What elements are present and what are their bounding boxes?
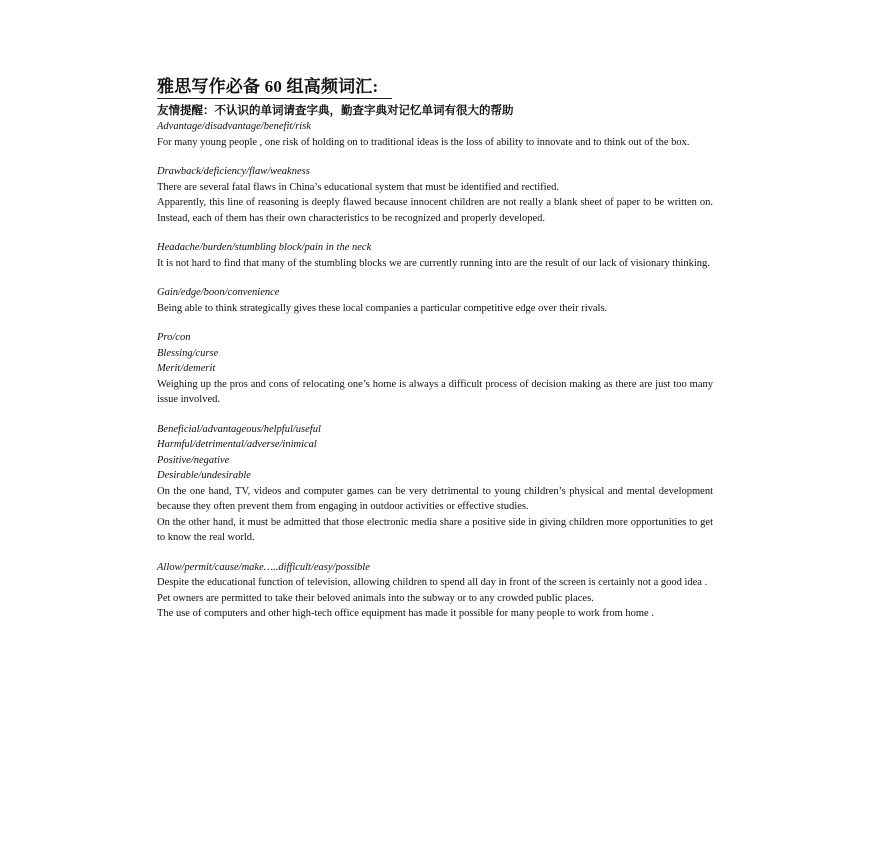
reminder-note: 友情提醒：不认识的单词请查字典，勤查字典对记忆单词有很大的帮助 <box>157 105 514 117</box>
vocab-group: Gain/edge/boon/convenience <box>157 287 280 298</box>
document-title: 雅思写作必备 60 组高频词汇: <box>157 76 392 99</box>
example-sentence: Pet owners are permitted to take their beloved animals into the subway or to any crowded public places. <box>157 592 594 604</box>
example-sentence: It is not hard to find that many of the stumbling blocks we are currently running into are the result of our lack of visionary thinking. <box>157 257 710 269</box>
vocab-section <box>157 240 713 271</box>
example-sentence: On the other hand, it must be admitted that those electronic media share a positive side in giving children more opportunities to get to know the real world. <box>157 516 713 543</box>
example-sentence: For many young people , one risk of holding on to traditional ideas is the loss of ability to innovate and to think out of the box. <box>157 136 690 148</box>
vocab-section <box>157 285 713 316</box>
vocab-section <box>157 164 713 226</box>
vocab-group: Positive/negative <box>157 454 230 466</box>
vocab-group: Pro/con <box>157 332 191 343</box>
vocab-group: Allow/permit/cause/make…..difficult/easy/possible <box>157 561 370 573</box>
document-page <box>157 76 713 622</box>
example-sentence: There are several fatal flaws in China’s educational system that must be identified and rectified. <box>157 181 560 193</box>
vocab-section <box>157 330 713 408</box>
vocab-group: Beneficial/advantageous/helpful/useful <box>157 423 321 435</box>
vocab-section <box>157 422 713 546</box>
example-sentence: The use of computers and other high-tech office equipment has made it possible for many people to work from home . <box>157 608 654 619</box>
vocab-group: Merit/demerit <box>157 363 216 374</box>
vocab-group: Blessing/curse <box>157 347 219 359</box>
vocab-group: Drawback/deficiency/flaw/weakness <box>157 166 310 177</box>
vocab-section <box>157 560 713 622</box>
vocab-group: Headache/burden/stumbling block/pain in the neck <box>157 242 372 253</box>
example-sentence: Weighing up the pros and cons of relocating one’s home is always a difficult process of decision making as there are just too many issue involved. <box>157 378 713 405</box>
example-sentence: Being able to think strategically gives these local companies a particular competitive edge over their rivals. <box>157 302 608 314</box>
vocab-group: Harmful/detrimental/adverse/inimical <box>157 439 317 450</box>
example-sentence: Despite the educational function of television, allowing children to spend all day in front of the screen is certainly not a good idea . <box>157 577 708 588</box>
example-sentence: On the one hand, TV, videos and computer games can be very detrimental to young children’s physical and mental development because they often prevent them from engaging in outdoor activities or effective studies. <box>157 485 713 512</box>
vocab-section <box>157 119 713 150</box>
vocab-group: Desirable/undesirable <box>157 470 251 481</box>
example-sentence: Apparently, this line of reasoning is deeply flawed because innocent children are not really a blank sheet of paper to be written on. Instead, each of them has their own characteristics to be recognized and properly developed. <box>157 197 713 224</box>
vocab-group: Advantage/disadvantage/benefit/risk <box>157 121 311 132</box>
